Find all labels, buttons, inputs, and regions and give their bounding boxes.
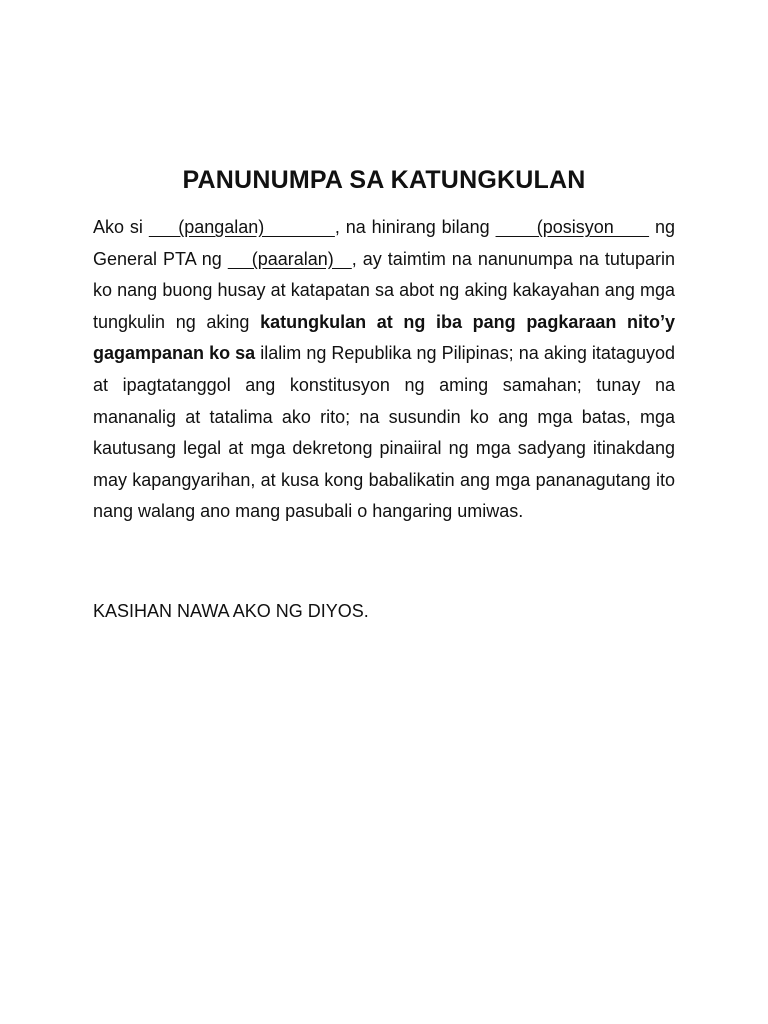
oath-text-3: ng General PTA ng: [93, 217, 675, 269]
closing-line: KASIHAN NAWA AKO NG DIYOS.: [93, 601, 369, 621]
oath-text-2: , na hinirang bilang: [334, 217, 496, 237]
oath-paragraph: [93, 212, 675, 528]
oath-text-4: , ay taimtim na nanunumpa na tutuparin ko nang buong husay at katapatan sa abot ng aking kakayahan ang mga tungkulin ng aking: [93, 248, 675, 332]
document-title: PANUNUMPA SA KATUNGKULAN: [182, 166, 586, 194]
oath-bold-text: katungkulan at ng iba pang pagkaraan nito’y gagampanan ko sa: [93, 311, 676, 364]
oath-text-5: ilalim ng Republika ng Pilipinas; na aking itataguyod at ipagtatanggol ang konstitusyon ng aming samahan; tunay na mananalig at tatalima ako rito; na susundin ko ang mga batas, mga kautusang legal at mga dekretong pinaiiral ng mga sadyang itinakdang may kapangyarihan, at kusa kong babalikatin ang mga pananagutang ito nang walang ano mang pasubali o hangaring umiwas.: [93, 343, 675, 522]
oath-text-1: Ako si: [93, 217, 149, 237]
name-blank: (pangalan): [148, 217, 335, 237]
position-blank: (posisyon: [495, 217, 650, 237]
school-blank: (paaralan): [227, 248, 352, 269]
